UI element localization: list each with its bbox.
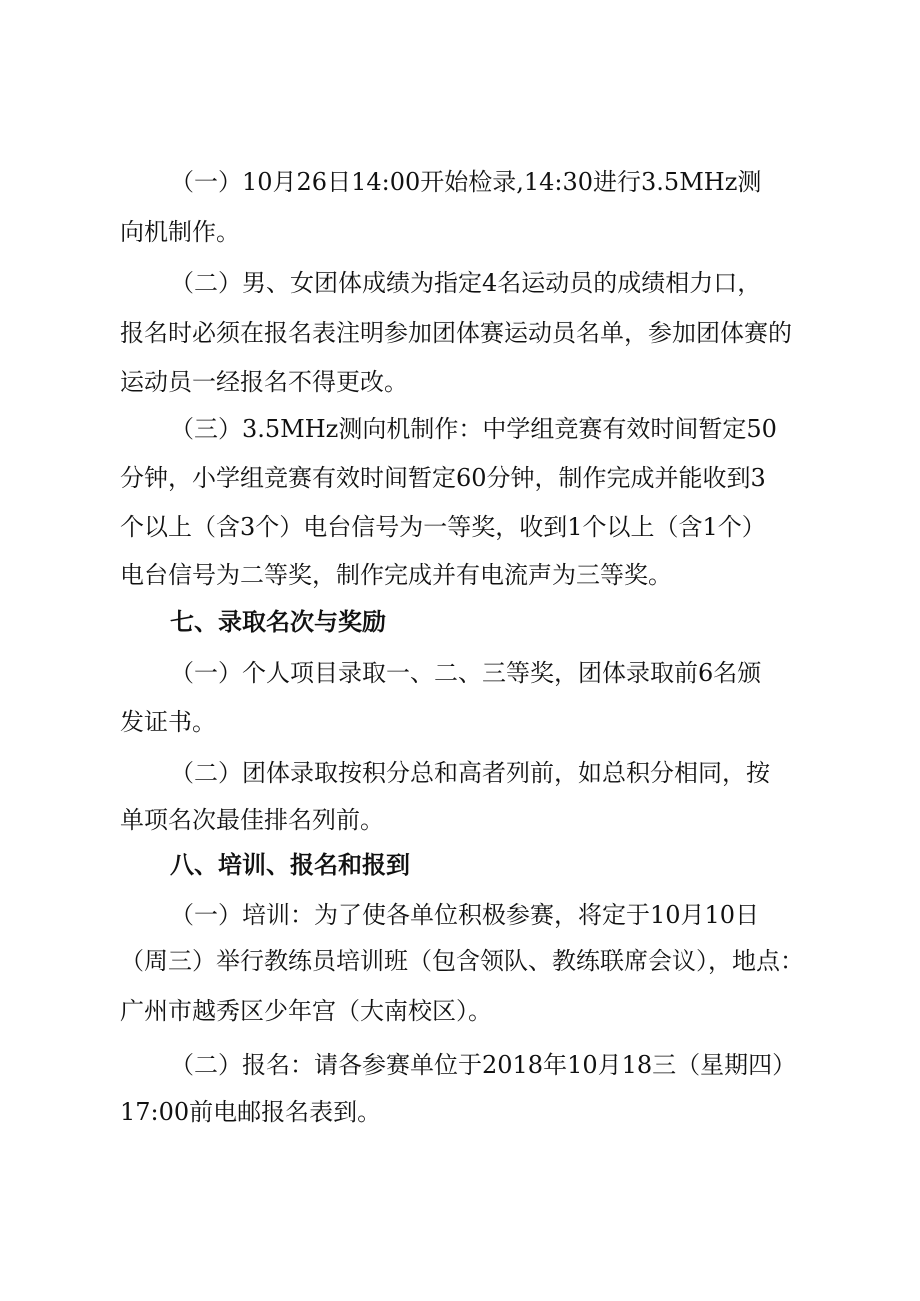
paragraph-8-2-line-1: （二）报名：请各参赛单位于2018年10月18三（星期四） — [170, 1051, 797, 1079]
paragraph-6-3-line-1: （三）3.5MHz测向机制作：中学组竞赛有效时间暂定50 — [170, 415, 777, 443]
paragraph-6-1-line-2: 向机制作。 — [120, 218, 240, 246]
paragraph-8-1-line-1: （一）培训：为了使各单位积极参赛，将定于10月10日 — [170, 901, 760, 929]
paragraph-7-1-line-1: （一）个人项目录取一、二、三等奖，团体录取前6名颁 — [170, 659, 762, 687]
paragraph-7-1-line-2: 发证书。 — [120, 708, 216, 736]
section-heading-8: 八、培训、报名和报到 — [170, 851, 410, 879]
paragraph-6-2-line-2: 报名时必须在报名表注明参加团体赛运动员名单，参加团体赛的 — [120, 319, 792, 347]
section-heading-7: 七、录取名次与奖励 — [170, 608, 386, 636]
paragraph-6-2-line-3: 运动员一经报名不得更改。 — [120, 368, 408, 396]
paragraph-7-2-line-1: （二）团体录取按积分总和高者列前，如总积分相同，按 — [170, 759, 770, 787]
paragraph-8-1-line-3: 广州市越秀区少年宫（大南校区）。 — [120, 997, 492, 1025]
paragraph-6-2-line-1: （二）男、女团体成绩为指定4名运动员的成绩相力口， — [170, 269, 762, 297]
paragraph-6-1-line-1: （一）10月26日14:00开始检录,14:30进行3.5MHz测 — [170, 168, 762, 196]
paragraph-8-1-line-2: （周三）举行教练员培训班（包含领队、教练联席会议），地点： — [120, 947, 804, 975]
paragraph-7-2-line-2: 单项名次最佳排名列前。 — [120, 806, 384, 834]
paragraph-6-3-line-3: 个以上（含3个）电台信号为一等奖，收到1个以上（含1个） — [120, 513, 766, 541]
paragraph-8-2-line-2: 17:00前电邮报名表到。 — [120, 1098, 382, 1126]
paragraph-6-3-line-2: 分钟，小学组竞赛有效时间暂定60分钟，制作完成并能收到3 — [120, 464, 766, 492]
paragraph-6-3-line-4: 电台信号为二等奖，制作完成并有电流声为三等奖。 — [120, 561, 672, 589]
